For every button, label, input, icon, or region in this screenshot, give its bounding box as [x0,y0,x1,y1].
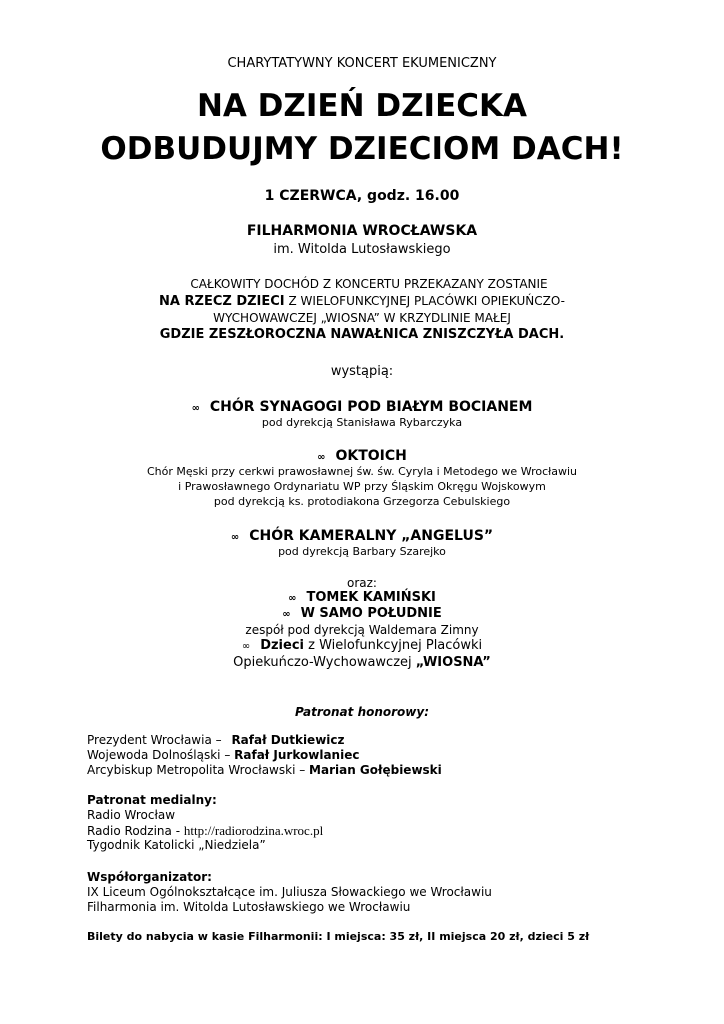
title-line-2: ODBUDUJMY DZIECIOM DACH! [100,131,624,167]
infinity-bullet-icon: ∞ [288,593,297,604]
performer-3: ∞ CHÓR KAMERALNY „ANGELUS” [230,528,494,544]
venue-name: FILHARMONIA WROCŁAWSKA [246,223,478,239]
performer-5-director: zespół pod dyrekcją Waldemara Zimny [245,623,479,637]
venue-subtitle: im. Witolda Lutosławskiego [273,242,451,257]
infinity-bullet-icon: ∞ [191,403,200,414]
donation-line-2: NA RZECZ DZIECI Z WIELOFUNKCYJNEJ PLACÓWKI OPIEKUŃCZO- [159,294,565,309]
performers-intro: wystąpią: [330,364,394,379]
also-label: oraz: [347,576,377,590]
donation-line-3: WYCHOWAWCZEJ „WIOSNA” W KRZYDLINIE MAŁEJ [213,311,511,325]
coorganizer-heading: Współorganizator: [87,870,212,884]
performer-6: ∞ Dzieci z Wielofunkcyjnej Placówki [241,638,483,653]
performer-2-desc-2: i Prawosławnego Ordynariatu WP przy Śląskim Okręgu Wojskowym [178,480,546,493]
performer-2-director: pod dyrekcją ks. protodiakona Grzegorza Cebulskiego [213,495,511,508]
infinity-bullet-icon: ∞ [317,452,326,463]
performer-2: ∞ OKTOICH [317,448,407,464]
event-date: 1 CZERWCA, godz. 16.00 [264,188,460,204]
donation-line-4: GDZIE ZESZŁOROCZNA NAWAŁNICA ZNISZCZYŁA DACH. [159,327,565,342]
infinity-bullet-icon: ∞ [241,641,251,652]
ticket-info: Bilety do nabycia w kasie Filharmonii: I miejsca: 35 zł, II miejsca 20 zł, dzieci 5 zł [87,930,590,943]
donation-recipient: NA RZECZ DZIECI [159,294,285,309]
media-item-2: Radio Rodzina - http://radiorodzina.wroc.pl [87,823,324,838]
performer-3-director: pod dyrekcją Barbary Szarejko [278,545,446,558]
title-line-1: NA DZIEŃ DZIECKA [196,88,528,124]
performer-1-director: pod dyrekcją Stanisława Rybarczyka [261,416,463,429]
performer-1: ∞ CHÓR SYNAGOGI POD BIAŁYM BOCIANEM [191,399,533,415]
coorganizer-1: IX Liceum Ogólnokształcące im. Juliusza Słowackiego we Wrocławiu [87,885,492,899]
media-item-3: Tygodnik Katolicki „Niedziela” [87,838,266,852]
infinity-bullet-icon: ∞ [282,609,291,620]
event-subtitle: CHARYTATYWNY KONCERT EKUMENICZNY [227,56,497,71]
donation-line-1: CAŁKOWITY DOCHÓD Z KONCERTU PRZEKAZANY ZOSTANIE [190,277,548,291]
performer-4: ∞ TOMEK KAMIŃSKI [288,590,436,605]
performer-5: ∞ W SAMO POŁUDNIE [282,606,442,621]
performer-2-desc-1: Chór Męski przy cerkwi prawosławnej św. św. Cyryla i Metodego we Wrocławiu [146,465,578,478]
infinity-bullet-icon: ∞ [230,532,240,543]
media-heading: Patronat medialny: [87,793,217,807]
honorary-row-1: Prezydent Wrocławia – Rafał Dutkiewicz [87,733,345,747]
coorganizer-2: Filharmonia im. Witolda Lutosławskiego we Wrocławiu [87,900,411,914]
media-item-1: Radio Wrocław [87,808,176,822]
honorary-row-3: Arcybiskup Metropolita Wrocławski – Marian Gołębiewski [87,763,442,777]
performer-6-line-2: Opiekuńczo-Wychowawczej „WIOSNA” [233,655,491,670]
radio-url-link[interactable]: http://radiorodzina.wroc.pl [183,823,324,838]
honorary-row-2: Wojewoda Dolnośląski – Rafał Jurkowlaniec [87,748,360,762]
honorary-heading: Patronat honorowy: [294,705,430,719]
